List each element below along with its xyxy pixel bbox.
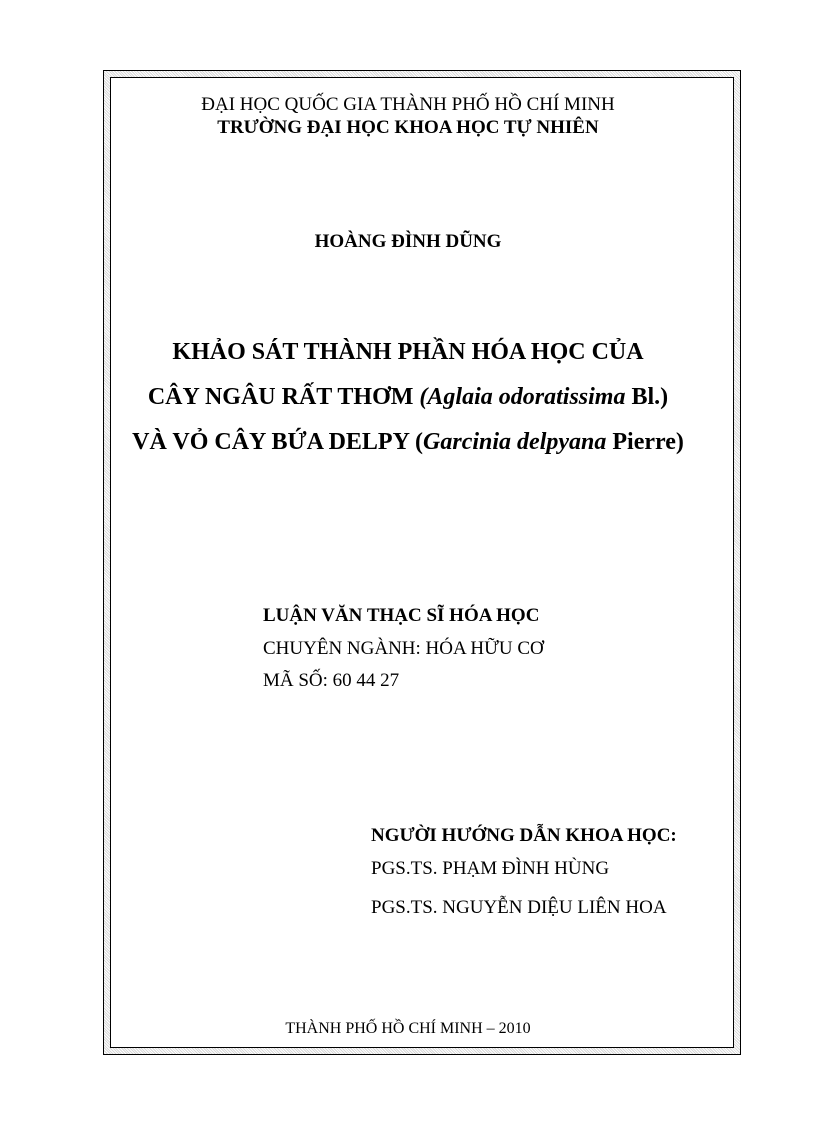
city-year: THÀNH PHỐ HỒ CHÍ MINH – 2010 bbox=[285, 1020, 531, 1037]
title-species-garcinia: Garcinia delpyana bbox=[423, 429, 607, 455]
school-name: TRƯỜNG ĐẠI HỌC KHOA HỌC TỰ NHIÊN bbox=[217, 117, 599, 138]
thesis-code: MÃ SỐ: 60 44 27 bbox=[263, 670, 400, 691]
title-line-3-text: VÀ VỎ CÂY BỨA DELPY ( bbox=[132, 429, 424, 455]
thesis-title-line-1: KHẢO SÁT THÀNH PHẦN HÓA HỌC CỦA bbox=[172, 339, 644, 365]
thesis-title-line-3 bbox=[0, 430, 816, 454]
author-name: HOÀNG ĐÌNH DŨNG bbox=[314, 231, 502, 252]
thesis-degree: LUẬN VĂN THẠC SĨ HÓA HỌC bbox=[263, 605, 540, 626]
thesis-title-line-2 bbox=[0, 385, 816, 409]
title-line-3-author: Pierre) bbox=[606, 429, 684, 455]
title-line-2-open-paren: ( bbox=[419, 384, 428, 410]
title-line-2-author: Bl.) bbox=[625, 384, 669, 410]
advisor-1: PGS.TS. PHẠM ĐÌNH HÙNG bbox=[371, 858, 610, 879]
university-name: ĐẠI HỌC QUỐC GIA THÀNH PHỐ HỒ CHÍ MINH bbox=[201, 94, 615, 115]
title-line-2-text: CÂY NGÂU RẤT THƠM bbox=[147, 384, 420, 410]
advisors-heading: NGƯỜI HƯỚNG DẪN KHOA HỌC: bbox=[371, 825, 677, 846]
title-species-aglaia: Aglaia odoratissima bbox=[427, 384, 626, 410]
advisor-2: PGS.TS. NGUYỄN DIỆU LIÊN HOA bbox=[371, 897, 667, 918]
thesis-major: CHUYÊN NGÀNH: HÓA HỮU CƠ bbox=[263, 638, 544, 659]
